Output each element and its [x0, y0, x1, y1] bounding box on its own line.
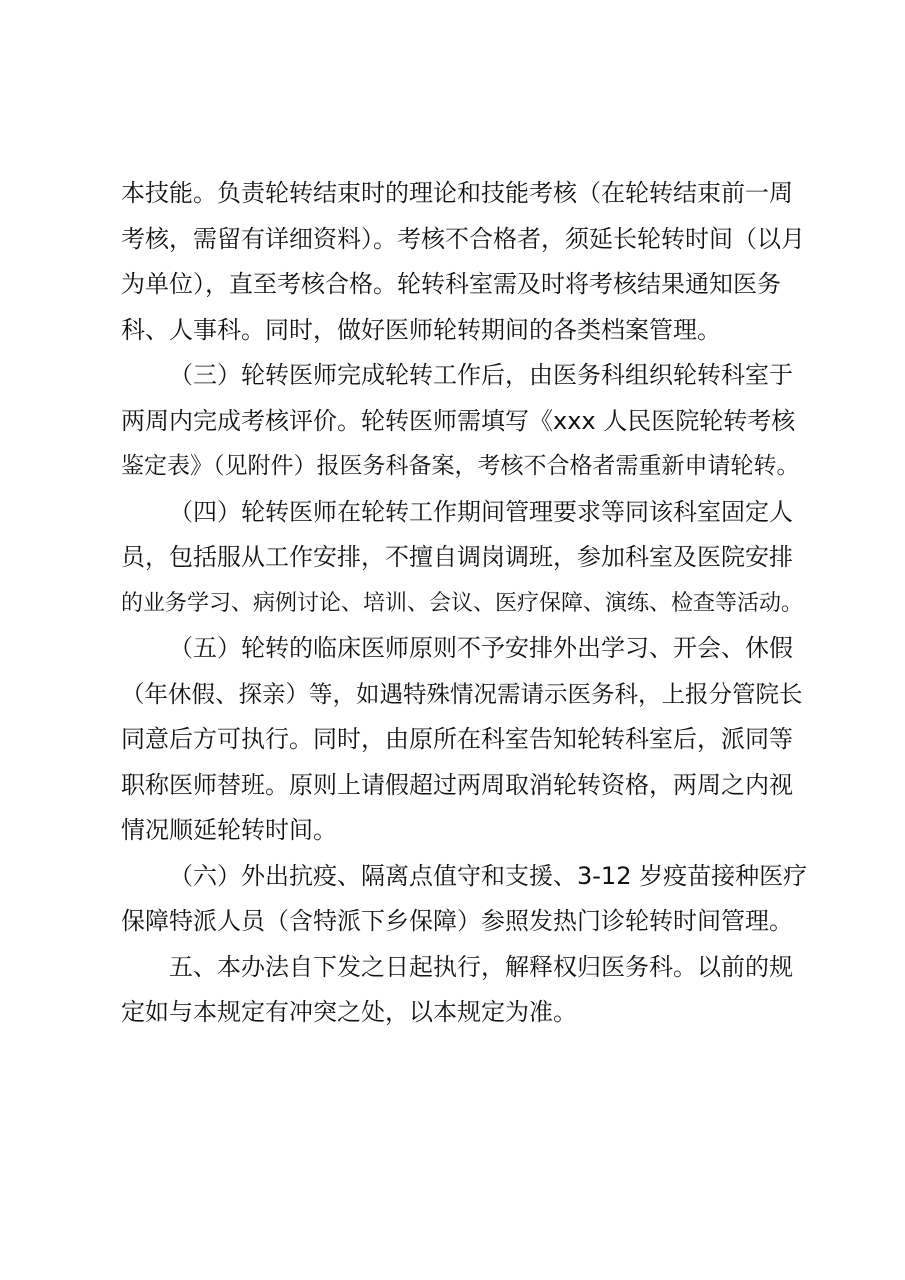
text-line-11: （五）轮转的临床医师原则不予安排外出学习、开会、休假: [169, 634, 793, 662]
text-line-4: 科、人事科。同时，做好医师轮转期间的各类档案管理。: [121, 315, 721, 344]
text-line-7: 鉴定表》（见附件）报医务科备案，考核不合格者需重新申请轮转。: [121, 453, 800, 479]
document-body: [121, 171, 811, 1036]
text-line-10: 的业务学习、病例讨论、培训、会议、医疗保障、演练、检查等活动。: [121, 590, 804, 616]
text-line-3: 为单位），直至考核合格。轮转科室需及时将考核结果通知医务: [121, 270, 781, 298]
text-line-19: 定如与本规定有冲突之处，以本规定为准。: [121, 998, 577, 1026]
text-line-14: 职称医师替班。原则上请假超过两周取消轮转资格，两周之内视: [121, 770, 793, 799]
text-line-12: （年休假、探亲）等，如遇特殊情况需请示医务科，上报分管院长: [121, 679, 803, 708]
text-line-6: 两周内完成考核评价。轮转医师需填写《xxx 人民医院轮转考核: [121, 406, 796, 435]
text-line-5: （三）轮转医师完成轮转工作后，由医务科组织轮转科室于: [169, 361, 793, 389]
text-line-9: 员，包括服从工作安排，不擅自调岗调班，参加科室及医院安排: [121, 543, 793, 571]
text-line-15: 情况顺延轮转时间。: [121, 816, 337, 844]
text-line-18: 五、本办法自下发之日起执行，解释权归医务科。以前的规: [169, 952, 793, 981]
text-line-13: 同意后方可执行。同时，由原所在科室告知轮转科室后，派同等: [121, 725, 793, 753]
text-line-2: 考核，需留有详细资料）。考核不合格者，须延长轮转时间（以月: [121, 224, 805, 253]
text-line-17: 保障特派人员（含特派下乡保障）参照发热门诊轮转时间管理。: [121, 907, 793, 935]
text-line-8: （四）轮转医师在轮转工作期间管理要求等同该科室固定人: [169, 497, 793, 526]
text-line-1: 本技能。负责轮转结束时的理论和技能考核（在轮转结束前一周: [121, 179, 793, 207]
text-line-16: （六）外出抗疫、隔离点值守和支援、3-12 岁疫苗接种医疗: [169, 861, 808, 890]
